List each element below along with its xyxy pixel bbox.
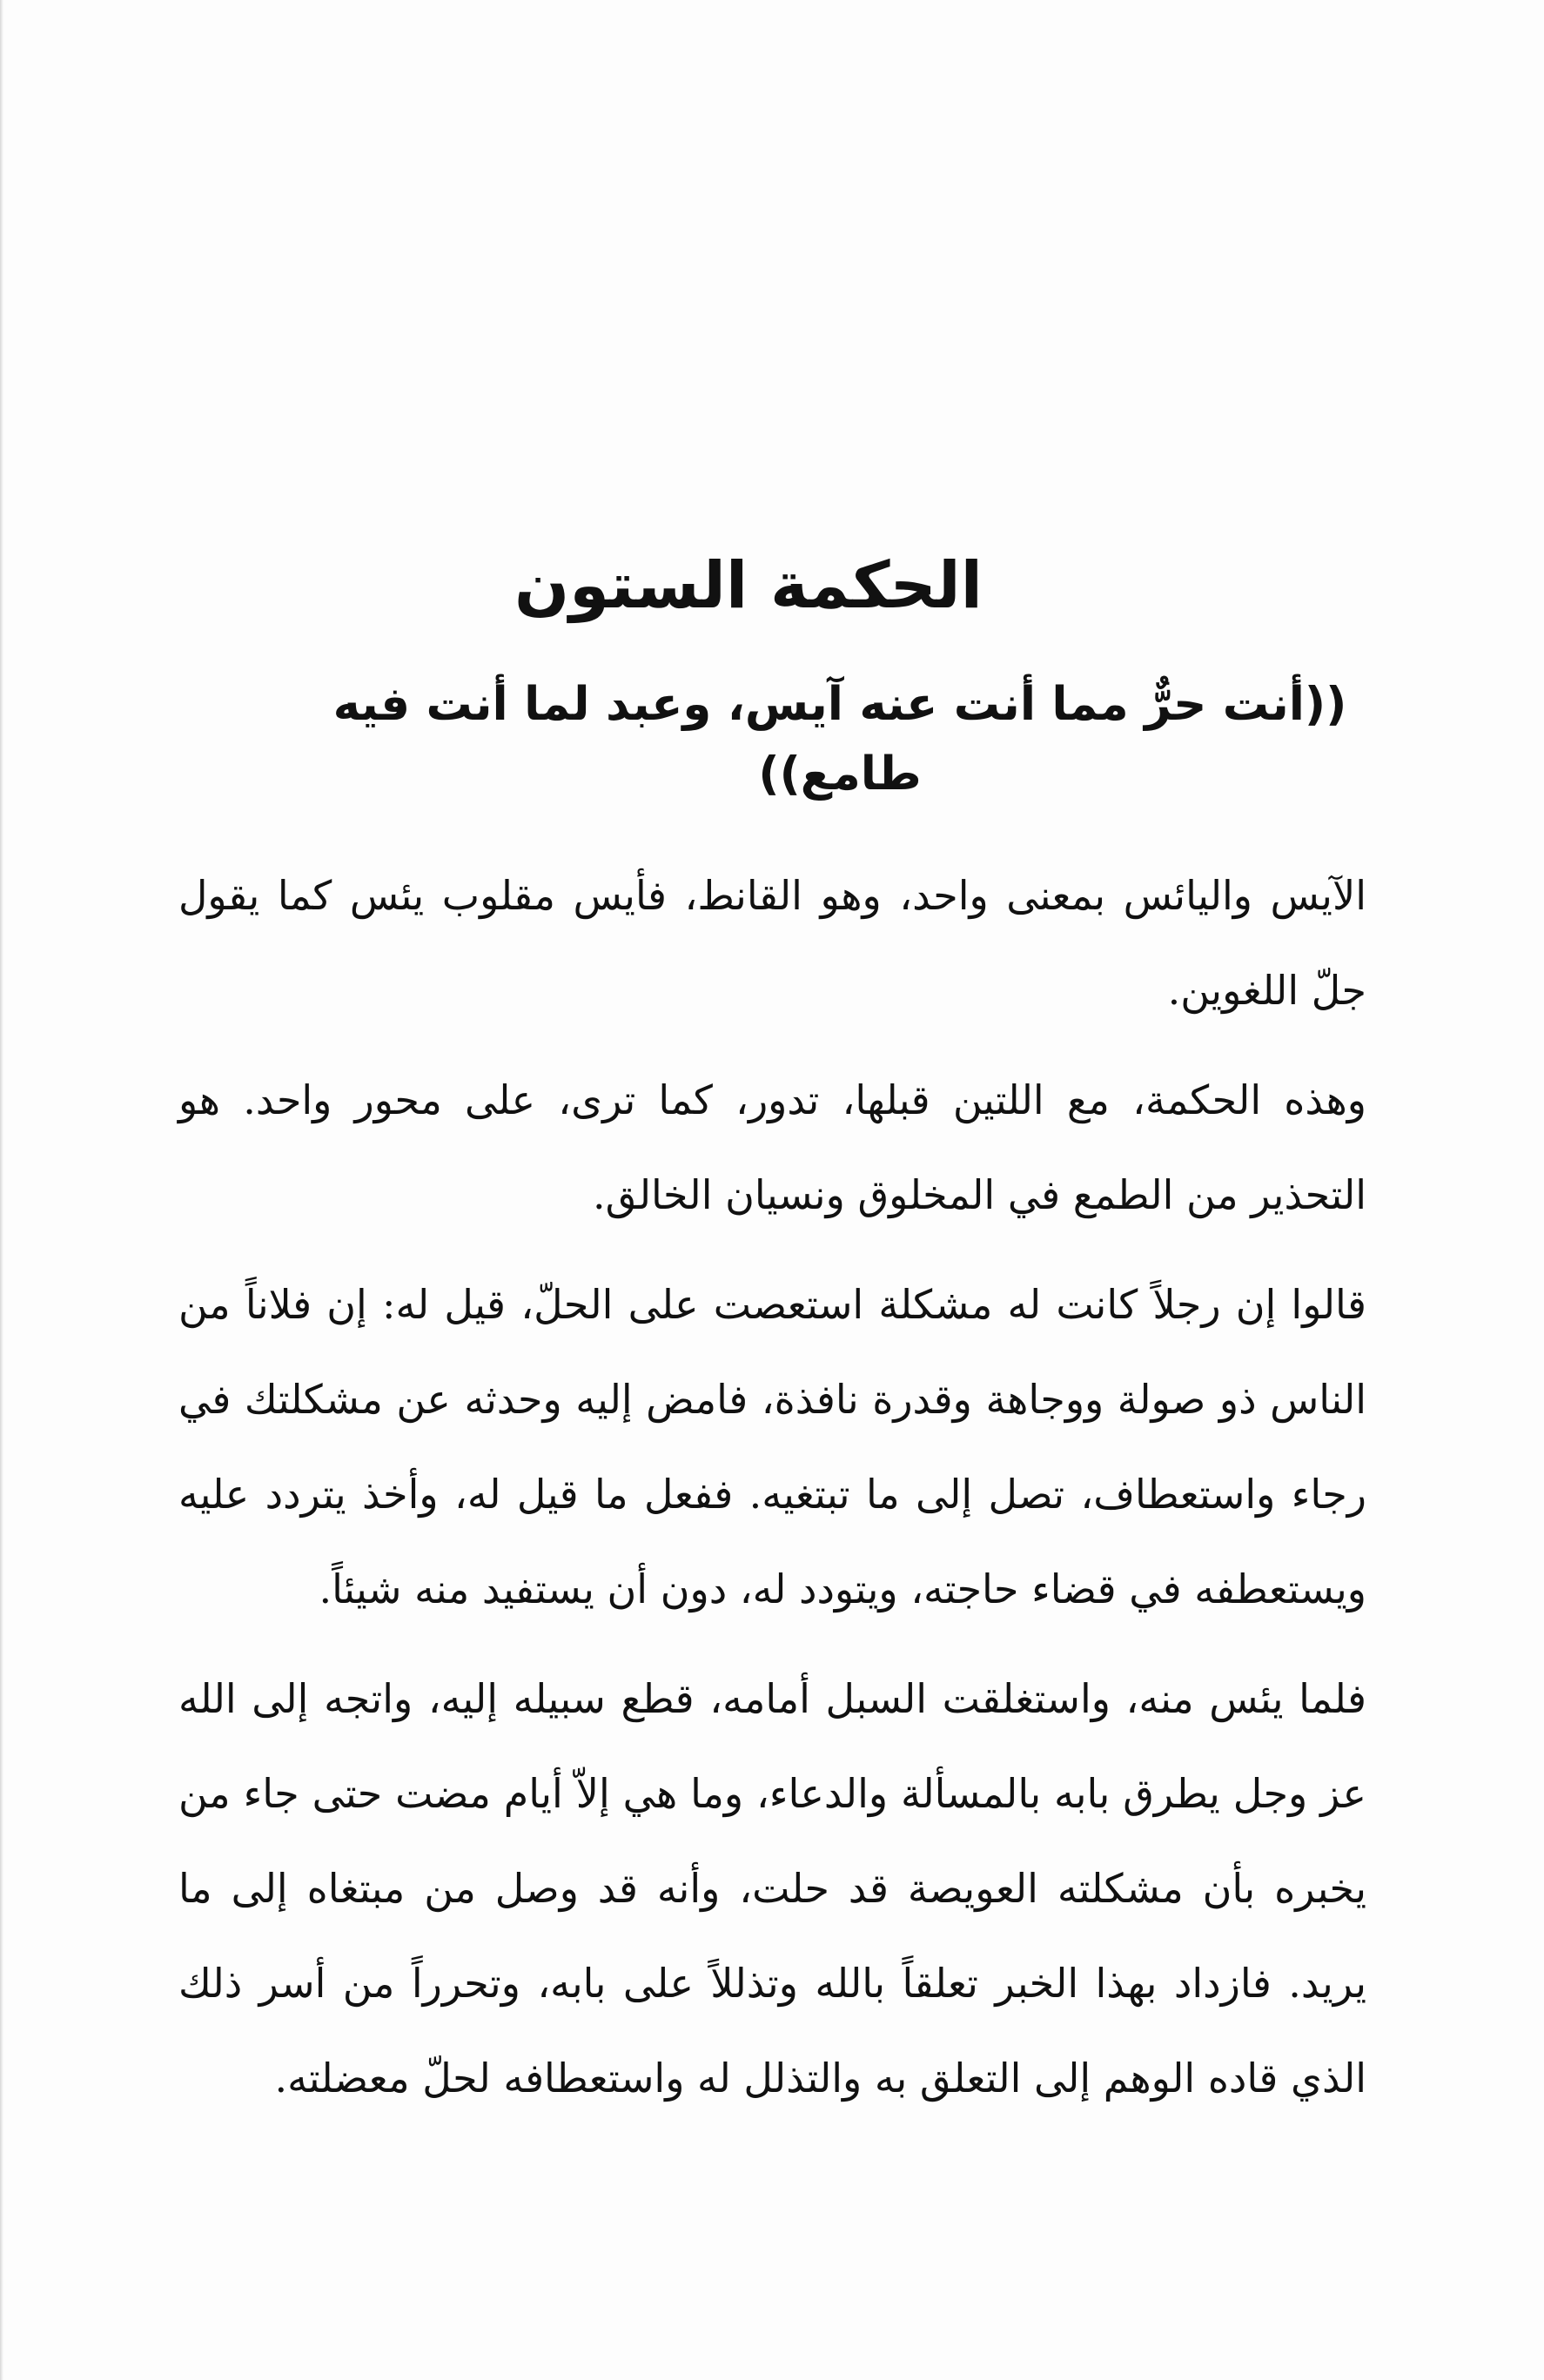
aphorism-quote: ((أنت حرٌّ مما أنت عنه آيس، وعبد لما أنت فيه طامع)) xyxy=(332,678,1347,801)
paragraph-resolution: فلما يئس منه، واستغلقت السبل أمامه، قطع سبيله إليه، واتجه إلى الله عز وجل يطرق بابه بالمسألة والدعاء، وما هي إلاّ أيام مضت حتى جاء من يخبره بأن مشكلته العويصة قد حلت، وأنه قد وصل من مبتغاه إلى ما يريد. فازداد بهذا الخبر تعلقاً بالله وتذللاً على بابه، وتحرراً من أسر ذلك الذي قاده الوهم إلى التعلق به والتذلل له واستعطافه لحلّ معضلته. xyxy=(178,1675,1366,2102)
paragraph-theme: وهذه الحكمة، مع اللتين قبلها، تدور، كما ترى، على محور واحد. هو التحذير من الطمع في المخلوق ونسيان الخالق. xyxy=(178,1076,1366,1218)
body-text xyxy=(178,848,1366,2141)
page-binding-edge xyxy=(0,0,3,2380)
paragraph-definition: الآيس واليائس بمعنى واحد، وهو القانط، فأيس مقلوب يئس كما يقول جلّ اللغوين. xyxy=(178,872,1366,1014)
paragraph-story: قالوا إن رجلاً كانت له مشكلة استعصت على الحلّ، قيل له: إن فلاناً من الناس ذو صولة ووجاهة وقدرة نافذة، فامض إليه وحدثه عن مشكلتك في رجاء واستعطاف، تصل إلى ما تبتغيه. ففعل ما قيل له، وأخذ يتردد عليه ويستعطفه في قضاء حاجته، ويتودد له، دون أن يستفيد منه شيئاً. xyxy=(178,1281,1366,1612)
chapter-title: الحكمة الستون xyxy=(514,547,983,623)
